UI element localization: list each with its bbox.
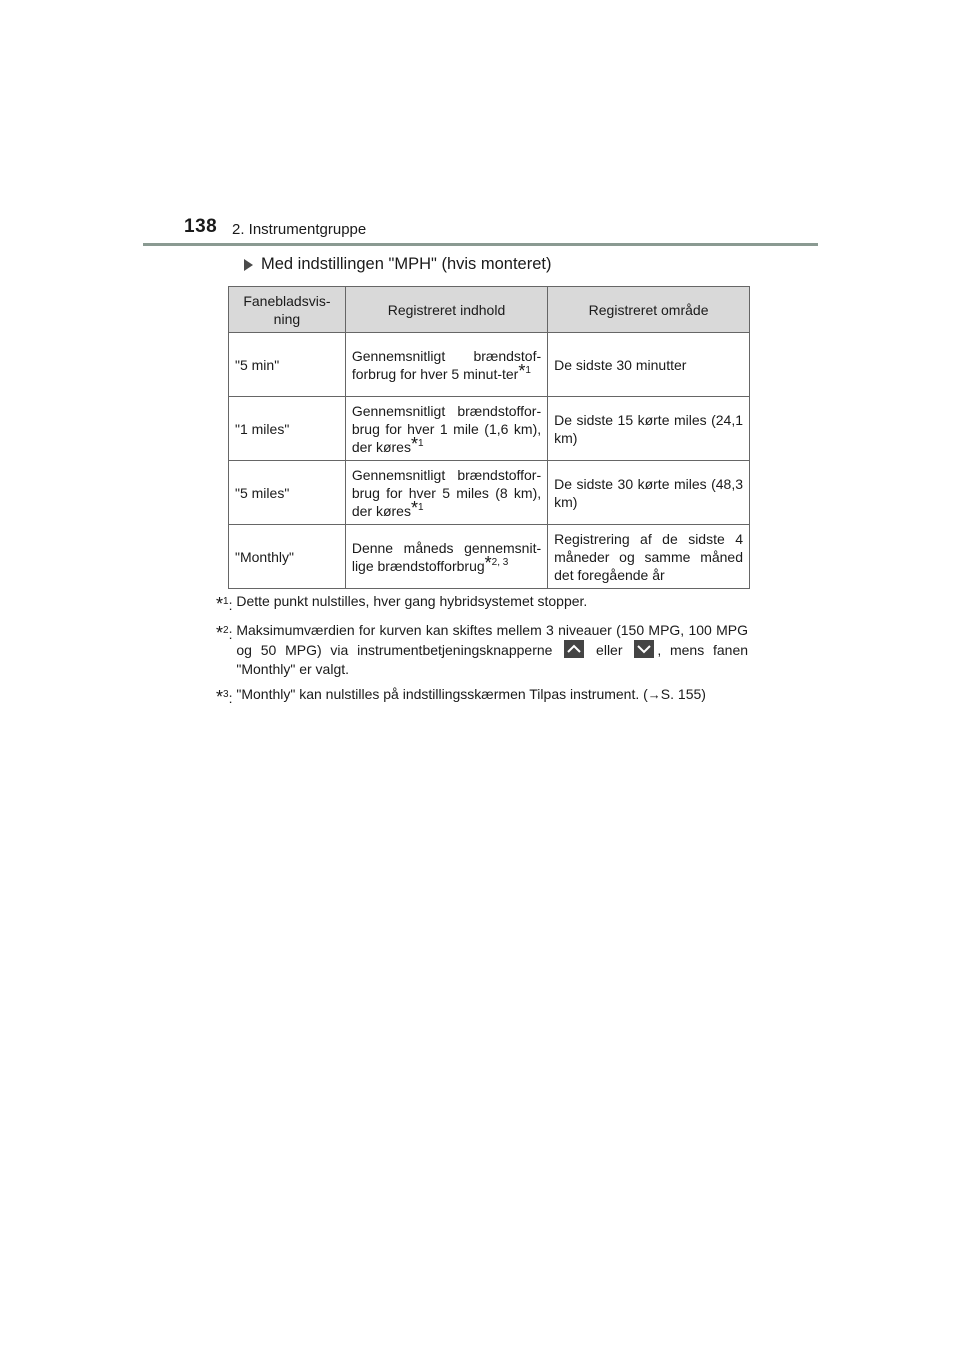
footnote-text: "Monthly" kan nulstilles på indstillingsskærmen Tilpas instrument. (→S. 155) [236,686,706,702]
footnote-2 [216,621,748,679]
table-cell-content [345,333,547,397]
table-cell-content [345,525,547,589]
section-heading [244,255,551,274]
footnote-ref: 2, 3 [491,556,509,568]
footnote-star-icon: * [410,433,418,454]
page-number: 138 [184,216,218,237]
footnote-text: Dette punkt nulstilles, hver gang hybridsystemet stopper. [236,593,588,609]
table-cell-range: Registrering af de sidste 4 måneder og samme måned det foregående år [548,525,750,589]
chevron-down-icon [634,640,654,658]
footnote-marker: *$^3$: [216,687,237,707]
table-cell-content [345,397,547,461]
footnote-1 [216,592,748,615]
footnote-3 [216,685,748,708]
footnote-ref: 1 [525,364,531,376]
chevron-up-icon [564,640,584,658]
table-row [229,397,750,461]
footnote-marker: *$^1$: [216,594,237,614]
table-row [229,525,750,589]
section-heading-text: Med indstillingen "MPH" (hvis monteret) [261,255,552,273]
table-header-content: Registreret indhold [345,287,547,333]
table-cell-range: De sidste 30 kørte miles (48,3 km) [548,461,750,525]
arrow-right-icon: → [647,687,661,702]
footnote-marker: *$^2$: [216,623,237,643]
footnote-star-icon: * [410,497,418,518]
table-cell-content [345,461,547,525]
footnote-star-icon: * [518,360,526,381]
page-reference-link[interactable]: S. 155) [660,686,706,702]
table-row [229,461,750,525]
data-table [228,286,750,589]
chapter-title: 2. Instrumentgruppe [232,221,367,238]
triangle-bullet-icon [244,259,253,271]
table-cell-range: De sidste 30 minutter [548,333,750,397]
table-cell-tab: "5 miles" [229,461,346,525]
table-cell-tab: "5 min" [229,333,346,397]
footnote-text: Maksimumværdien for kurven kan skiftes mellem 3 niveauer (150 MPG, 100 MPG og 50 MPG) via instrumentbetjeningsknapperne eller , mens fanen "Monthly" er valgt. [236,622,749,677]
content-text: Gennemsnitligt brændstof-forbrug for hver 5 minut-ter [351,347,542,382]
footnote-ref: 1 [417,501,424,513]
table-cell-tab: "1 miles" [229,397,346,461]
content-text: Gennemsnitligt brændstoffor-brug for hver 1 mile (1,6 km), der køres [351,402,542,455]
header-divider [143,243,818,246]
content-text: Denne måneds gennemsnit-lige brændstofforbrug [351,539,542,574]
content-text: Gennemsnitligt brændstoffor-brug for hver 5 miles (8 km), der køres [351,466,542,519]
footnote-star-icon: * [484,552,492,573]
table-header-range: Registreret område [548,287,750,333]
footnotes [216,592,748,714]
footnote-ref: 1 [417,437,424,449]
table-header-row [229,287,750,333]
table-row [229,333,750,397]
table-cell-tab: "Monthly" [229,525,346,589]
table-header-tab: Fanebladsvis-ning [229,287,346,333]
table-cell-range: De sidste 15 kørte miles (24,1 km) [548,397,750,461]
